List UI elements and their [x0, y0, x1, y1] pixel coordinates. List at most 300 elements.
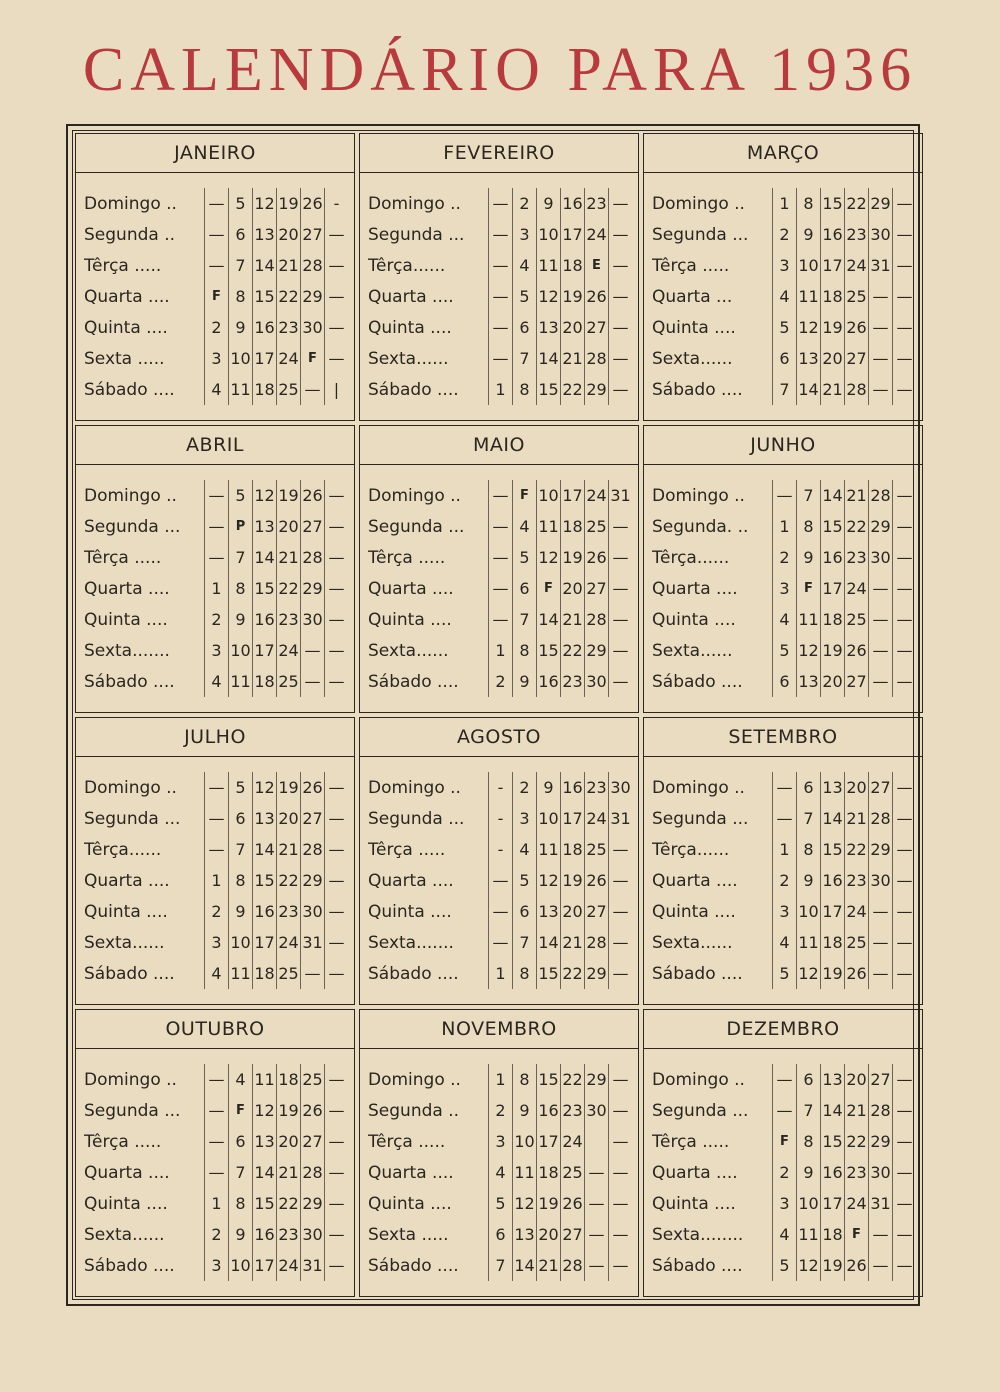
date-cell: —	[324, 1064, 348, 1095]
date-cell: 8	[512, 374, 536, 405]
date-cell: 26	[844, 1250, 868, 1281]
date-cell: 1	[204, 865, 228, 896]
date-cell: 21	[844, 1095, 868, 1126]
date-cell: 14	[536, 604, 560, 635]
date-cell: 5	[228, 188, 252, 219]
date-cell: 19	[536, 1188, 560, 1219]
weekday-label: Sexta .....	[368, 1224, 449, 1245]
date-cell: —	[892, 343, 916, 374]
date-cell: 23	[584, 772, 608, 803]
month-days	[360, 173, 638, 420]
date-cell: —	[892, 927, 916, 958]
date-cell	[584, 1126, 608, 1157]
weekday-label: Quinta ....	[652, 609, 736, 630]
date-cell: 3	[512, 219, 536, 250]
date-cell: 25	[276, 374, 300, 405]
date-cell: 22	[276, 281, 300, 312]
date-cell: 18	[820, 281, 844, 312]
weekday-label: Quarta ....	[368, 286, 454, 307]
date-cell: —	[324, 927, 348, 958]
date-cell: 10	[536, 803, 560, 834]
date-cell: 29	[584, 958, 608, 989]
date-cell: 16	[820, 865, 844, 896]
date-cell: —	[772, 1064, 796, 1095]
weekday-row	[368, 250, 632, 281]
weekday-row	[84, 666, 348, 697]
date-cell: 3	[204, 343, 228, 374]
date-cell: F	[512, 480, 536, 511]
date-cell: 26	[300, 480, 324, 511]
date-cell: 4	[228, 1064, 252, 1095]
date-cell: 27	[868, 1064, 892, 1095]
date-cell: —	[892, 865, 916, 896]
date-cell: —	[300, 374, 324, 405]
date-cell: —	[892, 834, 916, 865]
date-cell: |	[324, 374, 348, 405]
date-cell: F	[536, 573, 560, 604]
date-cell: —	[324, 573, 348, 604]
date-cell: 6	[772, 343, 796, 374]
date-cell: 4	[512, 511, 536, 542]
date-cell: 14	[820, 1095, 844, 1126]
date-cell: 18	[252, 374, 276, 405]
date-cell: 9	[536, 772, 560, 803]
weekday-row	[652, 635, 916, 666]
date-cell: 19	[276, 188, 300, 219]
date-cell: 5	[228, 772, 252, 803]
date-cell: 18	[820, 927, 844, 958]
date-cell: 7	[796, 803, 820, 834]
date-cell: 8	[512, 1064, 536, 1095]
date-cell: 31	[300, 927, 324, 958]
date-cell: 3	[204, 927, 228, 958]
weekday-label: Têrça .....	[84, 255, 162, 276]
date-cell: 23	[844, 865, 868, 896]
date-cell: 14	[252, 834, 276, 865]
page-title: CALENDÁRIO PARA 1936	[82, 36, 918, 104]
date-cell: 18	[560, 834, 584, 865]
date-cell: 4	[512, 250, 536, 281]
weekday-row	[368, 865, 632, 896]
date-cell: —	[324, 803, 348, 834]
weekday-row	[84, 1064, 348, 1095]
date-cell: 29	[868, 188, 892, 219]
date-cell: 30	[868, 1157, 892, 1188]
weekday-row	[652, 1250, 916, 1281]
date-cell: 16	[820, 542, 844, 573]
weekday-label: Sexta......	[368, 348, 449, 369]
date-cell: —	[584, 1219, 608, 1250]
date-cell: 24	[844, 250, 868, 281]
weekday-label: Quarta ....	[368, 870, 454, 891]
month-name: JULHO	[76, 718, 354, 757]
date-cell: 22	[276, 573, 300, 604]
date-cell: 8	[228, 281, 252, 312]
date-cell: 11	[796, 927, 820, 958]
weekday-label: Quarta ....	[368, 578, 454, 599]
weekday-label: Segunda ...	[368, 808, 465, 829]
date-cell: 7	[512, 343, 536, 374]
date-cell: —	[488, 896, 512, 927]
date-cell: 8	[796, 834, 820, 865]
date-cell: —	[488, 219, 512, 250]
date-cell: —	[608, 1126, 632, 1157]
date-cell: 15	[252, 865, 276, 896]
weekday-row	[368, 1250, 632, 1281]
date-cell: 4	[204, 666, 228, 697]
date-cell: 31	[608, 480, 632, 511]
weekday-row	[84, 188, 348, 219]
date-cell: 18	[560, 250, 584, 281]
date-cell: 20	[560, 312, 584, 343]
date-cell: 1	[204, 1188, 228, 1219]
weekday-label: Segunda ...	[368, 516, 465, 537]
weekday-row	[84, 1157, 348, 1188]
date-cell: —	[204, 188, 228, 219]
date-cell: 2	[772, 865, 796, 896]
date-cell: 31	[868, 1188, 892, 1219]
date-cell: —	[608, 1219, 632, 1250]
month-outubro	[75, 1009, 355, 1297]
date-cell: —	[204, 834, 228, 865]
date-cell: —	[488, 927, 512, 958]
date-cell: 19	[276, 480, 300, 511]
date-cell: 9	[796, 542, 820, 573]
date-cell: 1	[488, 1064, 512, 1095]
weekday-label: Domingo ..	[652, 777, 745, 798]
date-cell: 7	[796, 1095, 820, 1126]
month-maio	[359, 425, 639, 713]
month-name: OUTUBRO	[76, 1010, 354, 1049]
date-cell: 11	[252, 1064, 276, 1095]
date-cell: 29	[300, 573, 324, 604]
weekday-label: Domingo ..	[652, 1069, 745, 1090]
weekday-row	[652, 281, 916, 312]
date-cell: —	[204, 1157, 228, 1188]
date-cell: —	[608, 1095, 632, 1126]
date-cell: 12	[512, 1188, 536, 1219]
weekday-row	[84, 343, 348, 374]
date-cell: -	[488, 834, 512, 865]
date-cell: 10	[228, 1250, 252, 1281]
month-name: MAIO	[360, 426, 638, 465]
weekday-row	[368, 312, 632, 343]
date-cell: P	[228, 511, 252, 542]
weekday-row	[368, 1157, 632, 1188]
date-cell: —	[608, 250, 632, 281]
date-cell: —	[608, 542, 632, 573]
weekday-label: Têrça .....	[368, 547, 446, 568]
date-cell: 8	[228, 573, 252, 604]
date-cell: 30	[868, 219, 892, 250]
date-cell: 5	[228, 480, 252, 511]
date-cell: 26	[584, 281, 608, 312]
date-cell: 25	[844, 604, 868, 635]
date-cell: —	[772, 1095, 796, 1126]
date-cell: —	[608, 374, 632, 405]
date-cell: —	[892, 1219, 916, 1250]
date-cell: —	[892, 896, 916, 927]
date-cell: —	[608, 1064, 632, 1095]
date-cell: —	[608, 281, 632, 312]
date-cell: —	[204, 772, 228, 803]
date-cell: —	[488, 511, 512, 542]
date-cell: 12	[796, 635, 820, 666]
date-cell: 8	[512, 958, 536, 989]
weekday-label: Sexta .....	[84, 348, 165, 369]
date-cell: —	[892, 511, 916, 542]
date-cell: 30	[608, 772, 632, 803]
weekday-row	[84, 772, 348, 803]
weekday-row	[368, 834, 632, 865]
date-cell: 11	[536, 250, 560, 281]
date-cell: 27	[868, 772, 892, 803]
date-cell: 21	[844, 803, 868, 834]
date-cell: 8	[796, 188, 820, 219]
date-cell: 5	[772, 312, 796, 343]
date-cell: 16	[536, 666, 560, 697]
date-cell: —	[892, 374, 916, 405]
date-cell: 7	[512, 604, 536, 635]
date-cell: 23	[276, 1219, 300, 1250]
date-cell: 11	[796, 1219, 820, 1250]
weekday-row	[652, 865, 916, 896]
date-cell: 16	[820, 1157, 844, 1188]
weekday-label: Segunda ...	[652, 224, 749, 245]
date-cell: 26	[584, 542, 608, 573]
date-cell: 7	[228, 250, 252, 281]
month-days	[360, 1049, 638, 1296]
date-cell: 4	[204, 958, 228, 989]
date-cell: 17	[560, 803, 584, 834]
date-cell: 2	[772, 219, 796, 250]
date-cell: —	[300, 635, 324, 666]
date-cell: —	[608, 635, 632, 666]
date-cell: —	[772, 803, 796, 834]
weekday-label: Domingo ..	[84, 193, 177, 214]
weekday-row	[652, 772, 916, 803]
weekday-label: Têrça......	[652, 547, 730, 568]
weekday-row	[84, 1219, 348, 1250]
date-cell: 25	[276, 666, 300, 697]
date-cell: 13	[252, 1126, 276, 1157]
date-cell: 5	[512, 865, 536, 896]
date-cell: 1	[204, 573, 228, 604]
calendar-grid	[72, 130, 914, 1300]
date-cell: —	[324, 1095, 348, 1126]
date-cell: 15	[536, 635, 560, 666]
date-cell: —	[324, 958, 348, 989]
date-cell: F	[772, 1126, 796, 1157]
date-cell: 11	[228, 958, 252, 989]
date-cell: 29	[300, 281, 324, 312]
weekday-row	[368, 803, 632, 834]
date-cell: 4	[512, 834, 536, 865]
date-cell: —	[488, 343, 512, 374]
date-cell: 23	[276, 312, 300, 343]
weekday-row	[84, 374, 348, 405]
date-cell: 4	[772, 604, 796, 635]
weekday-row	[368, 1219, 632, 1250]
date-cell: 19	[560, 865, 584, 896]
date-cell: 11	[796, 281, 820, 312]
date-cell: F	[228, 1095, 252, 1126]
date-cell: —	[892, 250, 916, 281]
date-cell: 29	[868, 834, 892, 865]
date-cell: 8	[796, 1126, 820, 1157]
date-cell: 30	[584, 666, 608, 697]
weekday-row	[84, 573, 348, 604]
weekday-row	[84, 604, 348, 635]
date-cell: 31	[300, 1250, 324, 1281]
date-cell: —	[324, 635, 348, 666]
date-cell: —	[868, 958, 892, 989]
weekday-label: Sábado ....	[368, 1255, 459, 1276]
date-cell: —	[892, 542, 916, 573]
weekday-label: Segunda ...	[84, 808, 181, 829]
date-cell: —	[868, 374, 892, 405]
date-cell: —	[204, 250, 228, 281]
weekday-row	[652, 1157, 916, 1188]
date-cell: —	[892, 1126, 916, 1157]
month-days	[76, 757, 354, 1004]
date-cell: —	[608, 927, 632, 958]
date-cell: 4	[772, 281, 796, 312]
date-cell: 8	[228, 865, 252, 896]
weekday-label: Domingo ..	[84, 1069, 177, 1090]
date-cell: 13	[252, 511, 276, 542]
date-cell: 19	[560, 281, 584, 312]
date-cell: 30	[868, 865, 892, 896]
date-cell: 28	[868, 803, 892, 834]
date-cell: 9	[512, 666, 536, 697]
date-cell: —	[324, 281, 348, 312]
weekday-label: Segunda ...	[652, 808, 749, 829]
date-cell: 29	[868, 511, 892, 542]
month-name: JANEIRO	[76, 134, 354, 173]
date-cell: 24	[276, 635, 300, 666]
date-cell: —	[324, 865, 348, 896]
date-cell: 15	[820, 834, 844, 865]
date-cell: 17	[252, 635, 276, 666]
date-cell: —	[324, 511, 348, 542]
date-cell: F	[300, 343, 324, 374]
date-cell: 14	[252, 542, 276, 573]
month-name: FEVEREIRO	[360, 134, 638, 173]
month-name: ABRIL	[76, 426, 354, 465]
date-cell: 14	[820, 803, 844, 834]
weekday-row	[368, 542, 632, 573]
month-julho	[75, 717, 355, 1005]
weekday-label: Sexta.......	[368, 932, 454, 953]
date-cell: —	[868, 666, 892, 697]
date-cell: —	[324, 312, 348, 343]
date-cell: 26	[300, 188, 324, 219]
date-cell: 6	[512, 896, 536, 927]
date-cell: —	[488, 188, 512, 219]
date-cell: 24	[844, 1188, 868, 1219]
weekday-label: Sexta......	[652, 932, 733, 953]
date-cell: 18	[820, 1219, 844, 1250]
date-cell: 28	[844, 374, 868, 405]
weekday-row	[652, 511, 916, 542]
date-cell: 26	[300, 1095, 324, 1126]
date-cell: —	[324, 343, 348, 374]
date-cell: -	[488, 803, 512, 834]
weekday-row	[652, 958, 916, 989]
weekday-row	[84, 927, 348, 958]
weekday-row	[368, 343, 632, 374]
date-cell: 9	[228, 604, 252, 635]
weekday-label: Têrça .....	[368, 839, 446, 860]
date-cell: —	[488, 480, 512, 511]
weekday-row	[368, 1188, 632, 1219]
date-cell: 12	[796, 1250, 820, 1281]
weekday-label: Sábado ....	[652, 671, 743, 692]
date-cell: —	[608, 604, 632, 635]
weekday-row	[652, 573, 916, 604]
weekday-row	[652, 374, 916, 405]
date-cell: —	[892, 480, 916, 511]
date-cell: 2	[512, 772, 536, 803]
date-cell: 22	[560, 374, 584, 405]
date-cell: 27	[300, 511, 324, 542]
date-cell: 5	[512, 281, 536, 312]
date-cell: 25	[300, 1064, 324, 1095]
weekday-label: Domingo ..	[84, 485, 177, 506]
date-cell: —	[868, 604, 892, 635]
month-days	[360, 465, 638, 712]
weekday-row	[84, 865, 348, 896]
weekday-row	[368, 1126, 632, 1157]
date-cell: 12	[536, 865, 560, 896]
date-cell: —	[488, 865, 512, 896]
weekday-row	[368, 219, 632, 250]
month-agosto	[359, 717, 639, 1005]
date-cell: 14	[252, 1157, 276, 1188]
date-cell: 30	[868, 542, 892, 573]
date-cell: 30	[584, 1095, 608, 1126]
date-cell: 13	[820, 1064, 844, 1095]
date-cell: 3	[204, 635, 228, 666]
date-cell: —	[324, 1188, 348, 1219]
date-cell: 2	[204, 312, 228, 343]
date-cell: 13	[820, 772, 844, 803]
date-cell: —	[488, 604, 512, 635]
weekday-label: Quinta ....	[84, 609, 168, 630]
date-cell: —	[324, 666, 348, 697]
weekday-label: Quinta ....	[84, 317, 168, 338]
date-cell: —	[324, 1219, 348, 1250]
date-cell: 28	[300, 250, 324, 281]
date-cell: 6	[512, 312, 536, 343]
date-cell: 25	[276, 958, 300, 989]
date-cell: 23	[844, 219, 868, 250]
date-cell: 27	[844, 343, 868, 374]
month-name: NOVEMBRO	[360, 1010, 638, 1049]
weekday-label: Sexta......	[652, 348, 733, 369]
date-cell: 4	[772, 927, 796, 958]
month-days	[76, 465, 354, 712]
date-cell: —	[608, 573, 632, 604]
date-cell: 5	[772, 635, 796, 666]
date-cell: 6	[512, 573, 536, 604]
weekday-label: Têrça .....	[652, 1131, 730, 1152]
date-cell: 21	[276, 542, 300, 573]
weekday-label: Quarta ....	[368, 1162, 454, 1183]
weekday-label: Quarta ....	[84, 286, 170, 307]
weekday-row	[368, 511, 632, 542]
